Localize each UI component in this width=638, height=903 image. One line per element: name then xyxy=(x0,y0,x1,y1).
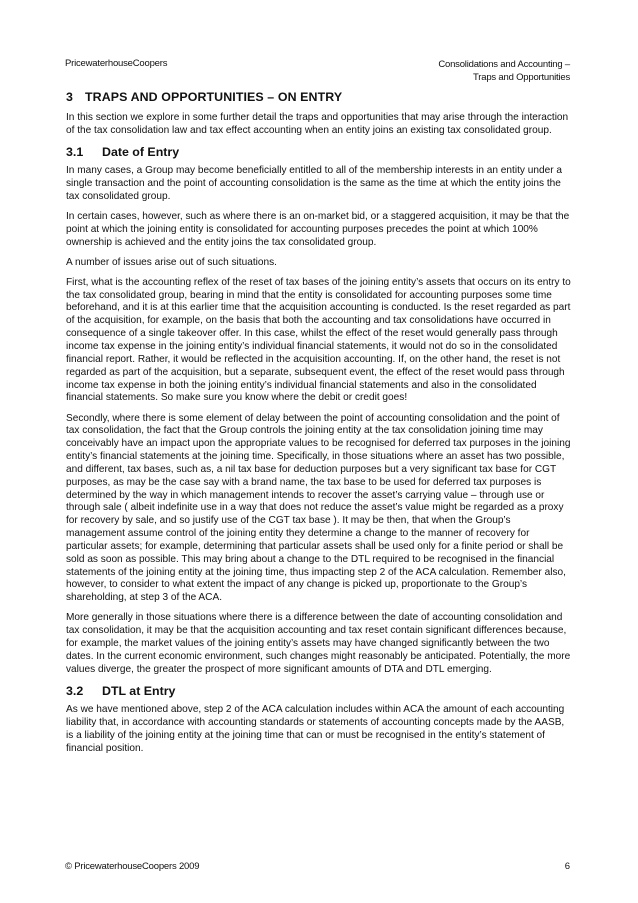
subsection-number: 3.2 xyxy=(66,683,84,698)
header-title-line1: Consolidations and Accounting – xyxy=(438,59,570,70)
subsection-title: Date of Entry xyxy=(102,144,180,159)
subsection-heading-3-1 xyxy=(66,145,571,159)
section-intro: In this section we explore in some further detail the traps and opportunities that may arise through the interaction of the tax consolidation law and tax effect accounting when an entity joins an existing tax consolidated group. xyxy=(66,112,569,136)
header-title xyxy=(350,58,570,84)
subsection-title: DTL at Entry xyxy=(102,683,176,698)
paragraph: In certain cases, however, such as where there is an on-market bid, or a staggered acquisition, it may be that the point at which the joining entity is consolidated for accounting purposes precedes the point at which 100% ownership is achieved and the entity joins the tax consolidated group. xyxy=(66,210,570,248)
header-title-line2: Traps and Opportunities xyxy=(473,72,570,83)
paragraph: First, what is the accounting reflex of the reset of tax bases of the joining entity’s assets that occurs on its entry to the tax consolidated group, bearing in mind that the entity is consolidated for accounting purposes some time beforehand, and it is at this earlier time that the acquisition accounting is conducted. Is the reset regarded as part of the acquisition, for example, on the basis that both the accounting and tax consolidations have occurred in consequence of a single takeover offer. In this case, whilst the effect of the reset would generally pass through income tax expense in the joining entity’s individual financial statements, it would not do so in the consolidated financial report. Rather, it would be reflected in the acquisition accounting. If, on the other hand, the reset is not regarded as part of the acquisition, but a separate, subsequent event, the effect of the reset would pass through income tax expense in both the joining entity’s individual financial statements and also in the consolidated financial statements. So make sure you know where the debit or credit goes! xyxy=(66,276,571,404)
section-heading xyxy=(66,90,571,104)
paragraph: Secondly, where there is some element of delay between the point of accounting consolidation and the point of tax consolidation, the fact that the Group controls the joining entity at the tax consolidation joining time may conceivably have an impact upon the appropriate values to be recognised for deferred tax purposes in the joining entity’s financial statements at the joining time. Specifically, in those situations where an asset has two possible, and different, tax bases, such as, a nil tax base for deduction purposes but a very significant tax base for CGT purposes, as may be the case say with a brand name, the tax base to be used for deferred tax purposes is determined by the way in which management intends to recover the asset’s carrying value – through use or through sale ( albeit indefinite use in a way that does not reduce the asset’s value might be regarded as a proxy for recovery by sale, and so justify use of the CGT tax base ). It may be then, that when the Group’s management assume control of the joining entity they determine a change to the manner of recovery for particular assets; for example, determining that particular assets shall be used only for a finite period or shall be sold as soon as possible. This may bring about a change to the DTL required to be recognised in the financial statements of the joining entity at the joining time, thus impacting step 2 of the ACA calculation. Remember also, however, to consider to what extent the impact of any change is picked up, proportionate to the Group’s shareholding, at step 3 of the ACA. xyxy=(66,412,571,604)
paragraph: As we have mentioned above, step 2 of the ACA calculation includes within ACA the amount of each accounting liability that, in accordance with accounting standards or statements of accounting concepts made by the AASB, is a liability of the joining entity at the joining time that can or must be recognised in the entity’s statement of financial position. xyxy=(66,703,565,754)
subsection-heading-3-2 xyxy=(66,684,571,698)
paragraph: A number of issues arise out of such situations. xyxy=(66,256,277,268)
page-number: 6 xyxy=(564,861,570,872)
header-company: PricewaterhouseCoopers xyxy=(65,58,168,69)
section-title: TRAPS AND OPPORTUNITIES – ON ENTRY xyxy=(85,90,343,104)
page-content xyxy=(66,90,571,763)
subsection-number: 3.1 xyxy=(66,144,84,159)
section-number: 3 xyxy=(66,90,73,104)
paragraph: More generally in those situations where there is a difference between the date of accounting consolidation and tax consolidation, it may be that the acquisition accounting and tax reset contain significant differences because, for example, the market values of the joining entity’s assets may have changed significantly between the two dates. In the current economic environment, such changes might reasonably be anticipated. Potentially, the more values diverge, the greater the prospect of more significant amounts of DTA and DTL emerging. xyxy=(66,612,571,675)
footer-copyright: © PricewaterhouseCoopers 2009 xyxy=(65,861,200,872)
paragraph: In many cases, a Group may become beneficially entitled to all of the membership interests in an entity under a single transaction and the point of accounting consolidation is the same as the time at which the entity joins the tax consolidated group. xyxy=(66,164,562,202)
